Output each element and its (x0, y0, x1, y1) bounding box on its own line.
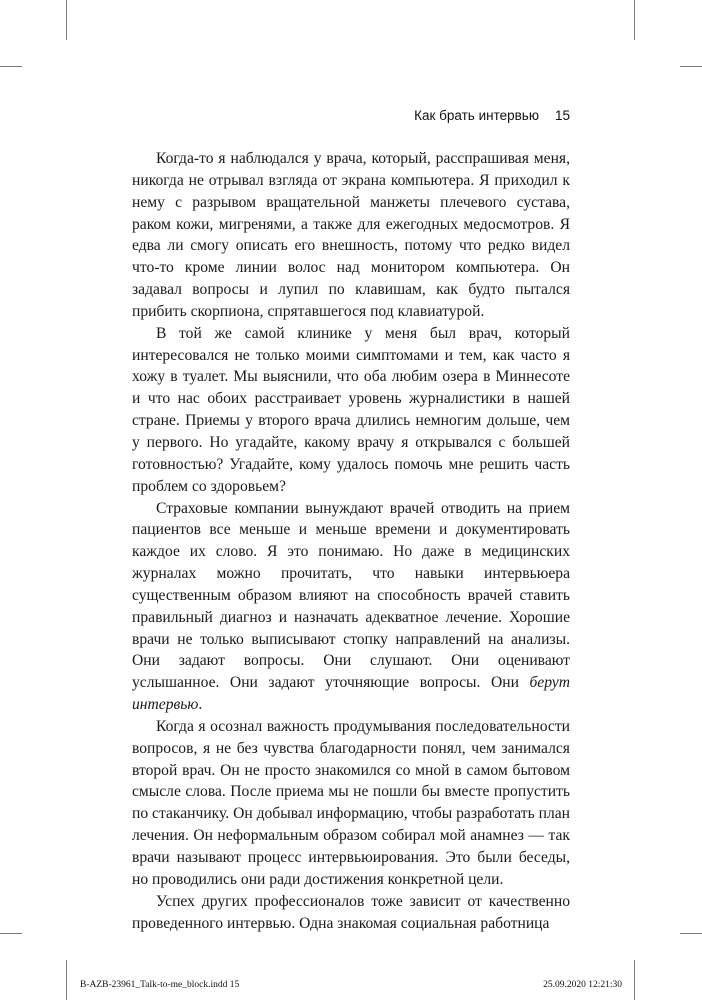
paragraph-5: Успех других профессионалов тоже зависит от качественно проведенного интервью. Одна знакомая социальная работница (132, 892, 570, 932)
crop-mark-right-bottom-h (680, 933, 702, 934)
crop-mark-bottom-right (634, 960, 635, 1000)
paragraph-3-end: . (198, 696, 203, 714)
paragraph-3-emphasis: берут интервью (132, 674, 570, 714)
paragraph-3-text: Страховые компании вынуждают врачей отводить на прием пациентов все меньше и меньше времени и документировать каждое их слово. Я это понимаю. Но даже в медицинских журналах можно прочитать, что навыки интервьюера существенным образом влияют на способность врачей ставить правильный диагноз и назначать адекватное лечение. Хорошие врачи не только выписывают стопку направлений на анализы. Они задают вопросы. Они слушают. Они оценивают услышанное. Они задают уточняющие вопросы. Они (132, 499, 570, 692)
page-number: 15 (554, 108, 570, 123)
crop-mark-top-right (634, 0, 635, 40)
crop-mark-left-bottom-h (0, 933, 22, 934)
crop-mark-top-left (66, 0, 67, 40)
slug-file: B-AZB-23961_Talk-to-me_block.indd 15 (80, 980, 240, 990)
body-text (132, 148, 570, 934)
slug-timestamp: 25.09.2020 12:21:30 (543, 980, 622, 990)
paragraph-2: В той же самой клинике у меня был врач, который интересовался не только моими симптомами и тем, как часто я хожу в туалет. Мы выяснили, что оба любим озера в Миннесоте и что нас обоих расстраивает уровень журналистики в нашей стране. Приемы у второго врача длились немногим дольше, чем у первого. Но угадайте, какому врачу я открывался с большей готовностью? Угадайте, кому удалось помочь мне решить часть проблем со здоровьем? (132, 324, 570, 495)
crop-mark-bottom-left (66, 960, 67, 1000)
paragraph-1: Когда-то я наблюдался у врача, который, расспрашивая меня, никогда не отрывал взгляда от экрана компьютера. Я приходил к нему с разрывом вращательной манжеты плечевого сустава, раком кожи, мигренями, а также для ежегодных медосмотров. Я едва ли смогу описать его внешность, потому что редко видел что-то кроме линии волос над монитором компьютера. Он задавал вопросы и лупил по клавишам, как будто пытался прибить скорпиона, спрятавшегося под клавиатурой. (132, 150, 570, 320)
crop-mark-right-top-h (680, 66, 702, 67)
running-head (132, 108, 570, 123)
paragraph-3 (132, 498, 570, 716)
crop-mark-left-top-h (0, 66, 22, 67)
paragraph-4: Когда я осознал важность продумывания последовательности вопросов, я не без чувства благодарности понял, чем занимался второй врач. Он не просто знакомился со мной в самом бытовом смысле слова. После приема мы не пошли бы вместе пропустить по стаканчику. Он добывал информацию, чтобы разработать план лечения. Он неформальным образом собирал мой анамнез — так врачи называют процесс интервьюирования. Это были беседы, но проводились они ради достижения конкретной цели. (132, 717, 571, 888)
running-head-title: Как брать интервью (414, 108, 539, 123)
